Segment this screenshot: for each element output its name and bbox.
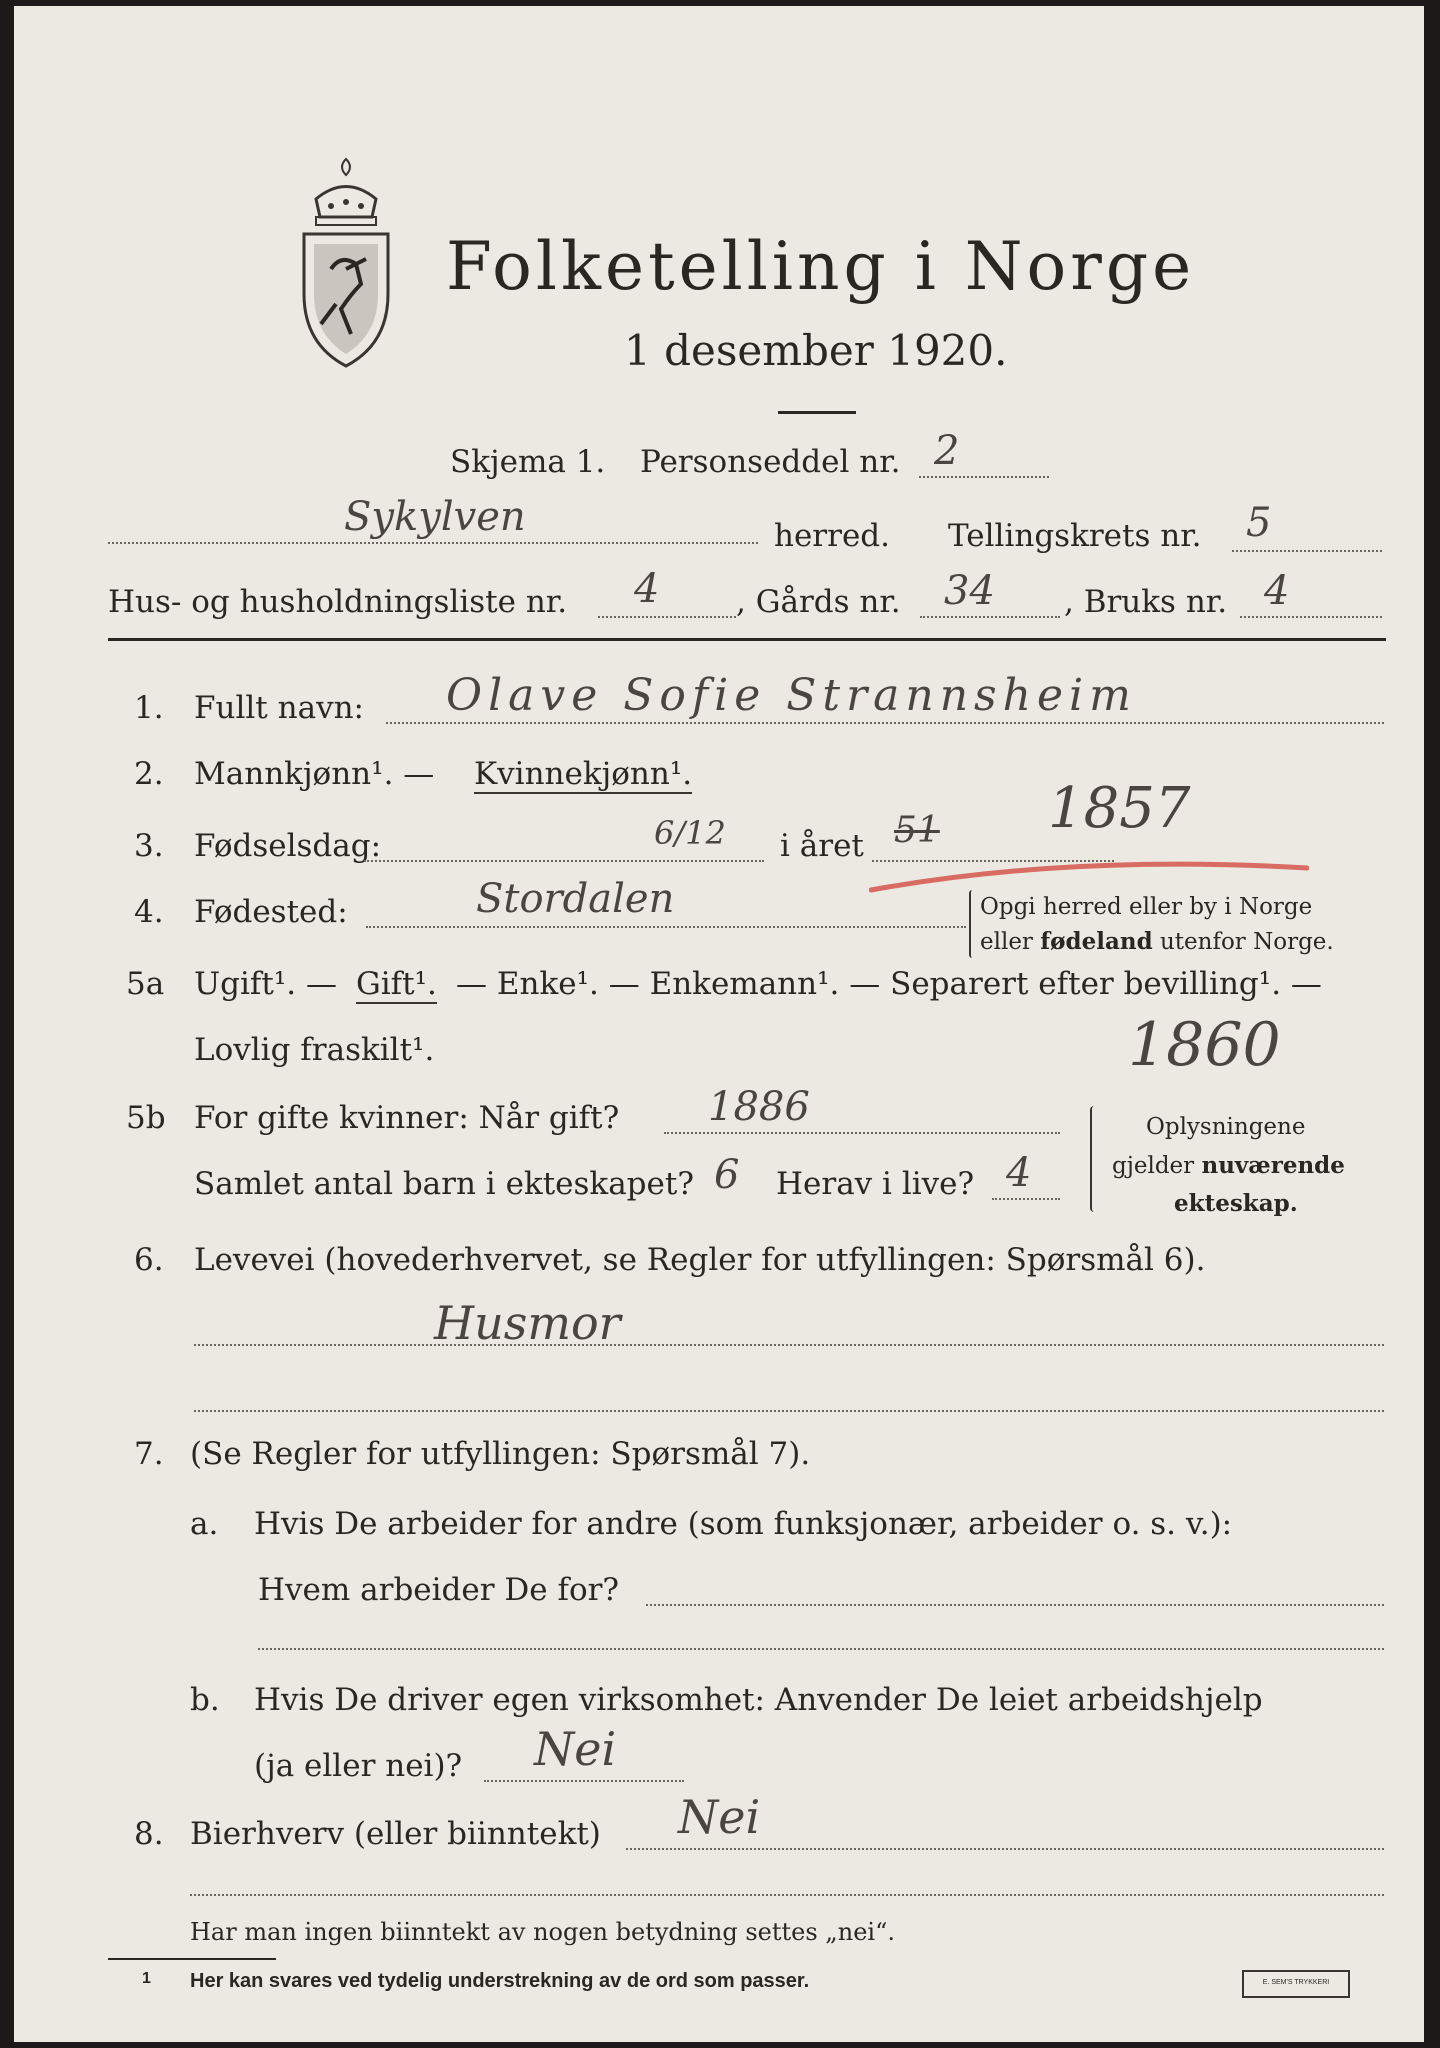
tellingskrets-line: [1232, 550, 1382, 552]
occupation-line-1: [194, 1344, 1384, 1346]
q4-number: 4.: [134, 894, 164, 930]
q7-number: 7.: [134, 1436, 164, 1472]
q6-number: 6.: [134, 1242, 164, 1278]
q7-label: (Se Regler for utfyllingen: Spørsmål 7).: [190, 1436, 811, 1472]
q5b-note-line2: gjelder nuværende: [1112, 1152, 1345, 1179]
q5a-number: 5a: [126, 966, 165, 1002]
q5b-note-line3: ekteskap.: [1174, 1190, 1298, 1217]
q7a-answer-line-1: [646, 1604, 1384, 1606]
bruks-line: [1240, 616, 1382, 618]
q7b-letter: b.: [190, 1682, 220, 1718]
q7b-value: Nei: [534, 1722, 617, 1776]
q8-label: Bierhverv (eller biinntekt): [190, 1816, 601, 1852]
personseddel-label: Personseddel nr.: [640, 444, 901, 480]
q7a-line1: Hvis De arbeider for andre (som funksjonær, arbeider o. s. v.):: [254, 1506, 1233, 1542]
printer-stamp: E. SEM'S TRYKKERI: [1242, 1970, 1350, 1998]
husliste-line: [598, 616, 736, 618]
divorced-option: Lovlig fraskilt¹.: [194, 1032, 435, 1068]
birthday-value: 6/12: [654, 814, 726, 852]
q3-label: Fødselsdag:: [194, 828, 382, 864]
q7a-letter: a.: [190, 1506, 219, 1542]
footnote-rule: [108, 1958, 276, 1960]
birthplace-line: [366, 926, 966, 928]
alive-value: 4: [1006, 1150, 1032, 1196]
marital-other-options: — Enke¹. — Enkemann¹. — Separert efter bevilling¹. —: [456, 966, 1322, 1002]
tellingskrets-value: 5: [1246, 500, 1272, 546]
herred-label: herred.: [774, 518, 890, 554]
bruks-value: 4: [1264, 568, 1290, 614]
husliste-value: 4: [634, 566, 660, 612]
q8-answer-line-2: [190, 1894, 1384, 1896]
full-name-value: Olave Sofie Strannsheim: [446, 670, 1137, 721]
occupation-value: Husmor: [434, 1296, 621, 1350]
when-married-label: For gifte kvinner: Når gift?: [194, 1100, 620, 1136]
male-option: Mannkjønn¹. —: [194, 756, 435, 792]
birthday-line: [364, 860, 764, 862]
q7b-line2: (ja eller nei)?: [254, 1748, 463, 1784]
census-form-page: [14, 6, 1424, 2042]
footnote-number: 1: [142, 1970, 151, 1987]
when-married-value: 1886: [708, 1084, 810, 1130]
q4-label: Fødested:: [194, 894, 348, 930]
occupation-line-2: [194, 1410, 1384, 1412]
q4-note-line2: eller fødeland utenfor Norge.: [980, 928, 1334, 955]
personseddel-value: 2: [934, 428, 960, 474]
birth-year-value: 1857: [1048, 776, 1191, 841]
q7b-line1: Hvis De driver egen virksomhet: Anvender De leiet arbeidshjelp: [254, 1682, 1263, 1718]
schema-label: Skjema 1.: [450, 444, 606, 480]
alive-label: Herav i live?: [776, 1166, 975, 1202]
unmarried-option: Ugift¹. —: [194, 966, 337, 1002]
children-value: 6: [714, 1152, 740, 1198]
tellingskrets-label: Tellingskrets nr.: [948, 518, 1202, 554]
q5b-note-brace: [1090, 1106, 1098, 1212]
bruks-label: , Bruks nr.: [1064, 584, 1228, 620]
q1-number: 1.: [134, 690, 164, 726]
year-label: i året: [780, 828, 864, 864]
children-label: Samlet antal barn i ekteskapet?: [194, 1166, 694, 1202]
q6-label: Levevei (hovederhvervet, se Regler for utfyllingen: Spørsmål 6).: [194, 1242, 1206, 1278]
q5b-note-line1: Oplysningene: [1146, 1114, 1306, 1140]
alive-line: [992, 1198, 1060, 1200]
title-divider: [778, 411, 856, 414]
marriage-year-annotation: 1860: [1128, 1010, 1281, 1080]
coat-of-arms-icon: [286, 154, 406, 374]
gards-line: [920, 616, 1060, 618]
q7b-answer-line: [484, 1780, 684, 1782]
header-rule: [108, 638, 1386, 641]
gards-value: 34: [944, 568, 995, 614]
footer-note: Har man ingen biinntekt av nogen betydning settes „nei“.: [190, 1918, 895, 1946]
q8-number: 8.: [134, 1816, 164, 1852]
birthplace-value: Stordalen: [476, 876, 675, 922]
q4-note-line1: Opgi herred eller by i Norge: [980, 894, 1313, 920]
q8-value: Nei: [678, 1790, 761, 1844]
female-option-underlined: Kvinnekjønn¹.: [474, 756, 693, 792]
year-struck-value: 51: [894, 810, 940, 851]
q8-answer-line-1: [626, 1848, 1384, 1850]
q7a-line2: Hvem arbeider De for?: [258, 1572, 620, 1608]
red-pencil-mark: [869, 856, 1309, 896]
q1-line: [386, 722, 1384, 724]
when-married-line: [664, 1132, 1060, 1134]
personseddel-line: [919, 476, 1049, 478]
married-option-underlined: Gift¹.: [356, 966, 437, 1002]
q5b-number: 5b: [126, 1100, 166, 1136]
q2-number: 2.: [134, 756, 164, 792]
q7a-answer-line-2: [258, 1648, 1384, 1650]
gards-label: , Gårds nr.: [736, 584, 901, 620]
form-date: 1 desember 1920.: [624, 326, 1008, 375]
q4-note-brace: [969, 890, 975, 958]
form-title: Folketelling i Norge: [446, 228, 1196, 305]
footnote-text: Her kan svares ved tydelig understrekning av de ord som passer.: [190, 1970, 810, 1992]
q1-label: Fullt navn:: [194, 690, 364, 726]
q3-number: 3.: [134, 828, 164, 864]
herred-value: Sykylven: [344, 494, 526, 540]
herred-line: [108, 542, 758, 544]
husliste-label: Hus- og husholdningsliste nr.: [108, 584, 568, 620]
